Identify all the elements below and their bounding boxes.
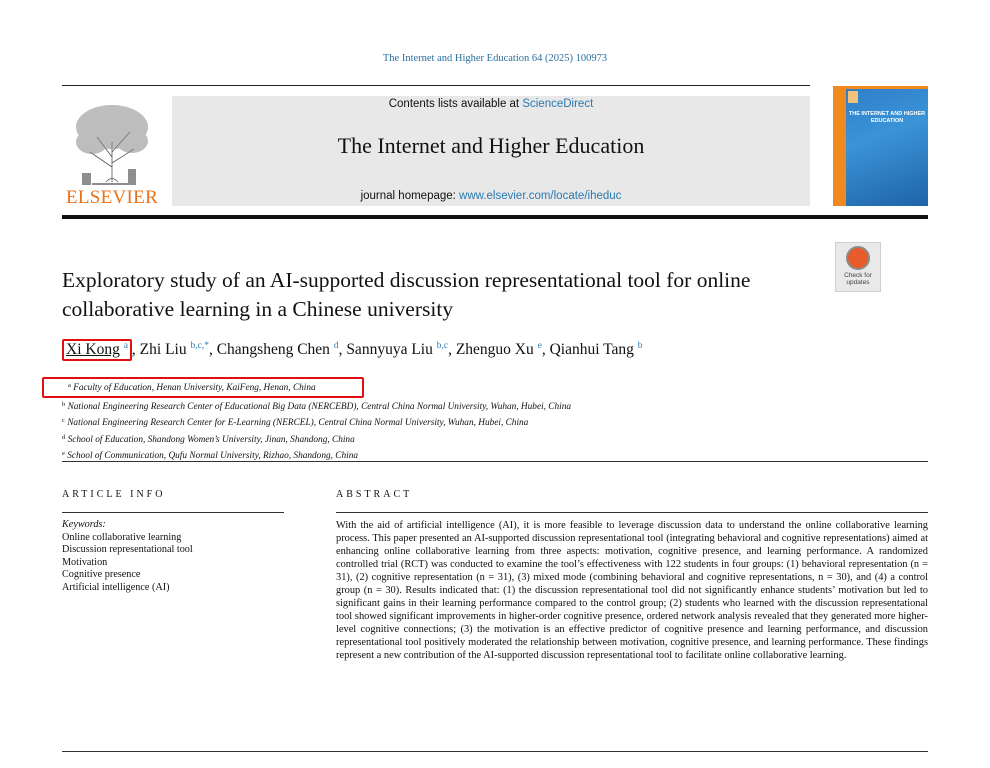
author-highlight-box — [62, 339, 132, 361]
journal-title: The Internet and Higher Education — [337, 133, 645, 158]
keywords-block — [62, 519, 292, 595]
affiliation-sup: e — [62, 450, 65, 458]
elsevier-wordmark: ELSEVIER — [65, 187, 159, 208]
author-name[interactable]: Zhenguo Xu — [455, 341, 534, 358]
affiliation-text: School of Communication, Qufu Normal University, Rizhao, Shandong, China — [67, 451, 359, 462]
contents-prefix: Contents lists available at — [388, 98, 523, 110]
author-name[interactable]: Zhi Liu — [139, 341, 187, 358]
affiliation-item — [62, 414, 932, 431]
affiliation-sup: a — [68, 382, 71, 389]
author-affil-sup[interactable]: d — [333, 341, 339, 351]
affiliation-text: Faculty of Education, Henan University, KaiFeng, Henan, China — [73, 383, 316, 393]
affiliation-item — [62, 377, 932, 398]
author-affil-sup[interactable]: e — [537, 341, 542, 351]
homepage-link[interactable]: www.elsevier.com/locate/iheduc — [459, 190, 622, 202]
affiliation-item — [62, 431, 932, 448]
contents-line — [172, 98, 810, 110]
author-name[interactable]: Qianhui Tang — [549, 341, 634, 358]
affiliation-text: National Engineering Research Center of Educational Big Data (NERCEBD), Central China Normal University, Wuhan, Hubei, China — [67, 401, 572, 412]
bottom-rule — [62, 751, 928, 752]
keyword-item: Motivation — [62, 556, 108, 568]
author-name[interactable]: Sannyuya Liu — [346, 341, 433, 358]
article-info-rule — [62, 512, 284, 513]
journal-citation[interactable]: The Internet and Higher Education 64 (2025) 100973 — [382, 53, 608, 64]
abstract-rule — [336, 512, 928, 513]
article-info-heading: ARTICLE INFO — [62, 489, 166, 500]
affiliation-item — [62, 398, 932, 415]
affiliation-highlight-box — [42, 377, 364, 398]
author-affil-sup[interactable]: b,c,* — [190, 341, 209, 351]
header-rule-thick — [62, 215, 928, 219]
author-affil-sup[interactable]: a — [123, 341, 128, 351]
keyword-item: Online collaborative learning — [62, 531, 182, 543]
check-for-updates-button[interactable] — [835, 242, 881, 292]
section-divider — [62, 461, 928, 462]
affiliation-sup: d — [62, 433, 66, 441]
check-updates-icon — [846, 246, 870, 270]
author-affil-sup[interactable]: b — [637, 341, 643, 351]
header-rule-top — [62, 85, 810, 86]
author-affil-sup[interactable]: b,c — [436, 341, 449, 351]
affiliation-text: National Engineering Research Center for E-Learning (NERCEL), Central China Normal University, Wuhan, Hubei, China — [67, 418, 529, 429]
journal-cover-thumbnail[interactable] — [833, 86, 928, 206]
check-updates-label: Check for updates — [844, 272, 872, 286]
author-name[interactable]: Changsheng Chen — [216, 341, 330, 358]
cover-artwork — [846, 89, 928, 206]
homepage-prefix: journal homepage: — [360, 190, 460, 202]
author-list: Xi Kong $^a$ , Zhi Liu $^{b,c,*}$, Changsheng Chen $^d$, Sannyuya Liu $^{b,c}$, Zhenguo Xu $^e$, Qianhui Tang $^b$ — [62, 341, 932, 359]
cover-title: THE INTERNET AND HIGHER EDUCATION — [848, 111, 926, 124]
keyword-item: Discussion representational tool — [62, 544, 193, 556]
affiliation-sup: c — [62, 417, 65, 425]
affiliation-text: School of Education, Shandong Women’s University, Jinan, Shandong, China — [67, 434, 355, 445]
abstract-text: With the aid of artificial intelligence (AI), it is more feasible to leverage discussion data to understand the online collaborative learning process. This paper presented an AI-supported discussion representational tool (integrating behavioral and cognitive representations) aimed at enhancing online collaborative learning from three aspects: motivation, cognitive presence, and learning performance. A randomized controlled trial (RCT) was conducted to examine the tool’s effectiveness with 122 students in four groups: (1) behavioral representation (n = 31), (2) cognitive representation (n = 31), (3) mixed mode (combining behavioral and cognitive representations, n = 30), and (4) a control group (n = 30). Results indicated that: (1) the discussion representational tool did not significantly enhance students’ motivation but led to significant gains in their learning performance compared to the control group; (2) students who learned with the discussion representational tool showed significant improvements in higher-order cognitive presence, ordered network analysis revealed that they generated more higher-level cognitive connections; (3) the motivation is an effective predictor of cognitive presence and learning performance, and discussion representational tool positively moderated the relationship between motivation, cognitive presence, and learning performance. These findings represent a new contribution of the AI-supported discussion representational tool to facilitate online collaborative learning. — [336, 520, 928, 662]
abstract-heading: ABSTRACT — [336, 489, 413, 500]
affiliation-sup: b — [62, 400, 66, 408]
affiliation-list — [62, 377, 932, 464]
author-name[interactable]: Xi Kong — [66, 341, 120, 358]
keywords-label: Keywords: — [62, 519, 106, 530]
sciencedirect-link[interactable]: ScienceDirect — [522, 98, 594, 110]
cover-logo-mark — [848, 91, 858, 103]
journal-homepage-line — [172, 190, 810, 202]
keyword-item: Artificial intelligence (AI) — [62, 581, 170, 593]
keyword-item: Cognitive presence — [62, 569, 141, 581]
paper-title: Exploratory study of an AI-supported discussion representational tool for online collaborative learning in a Chinese university — [62, 268, 751, 321]
